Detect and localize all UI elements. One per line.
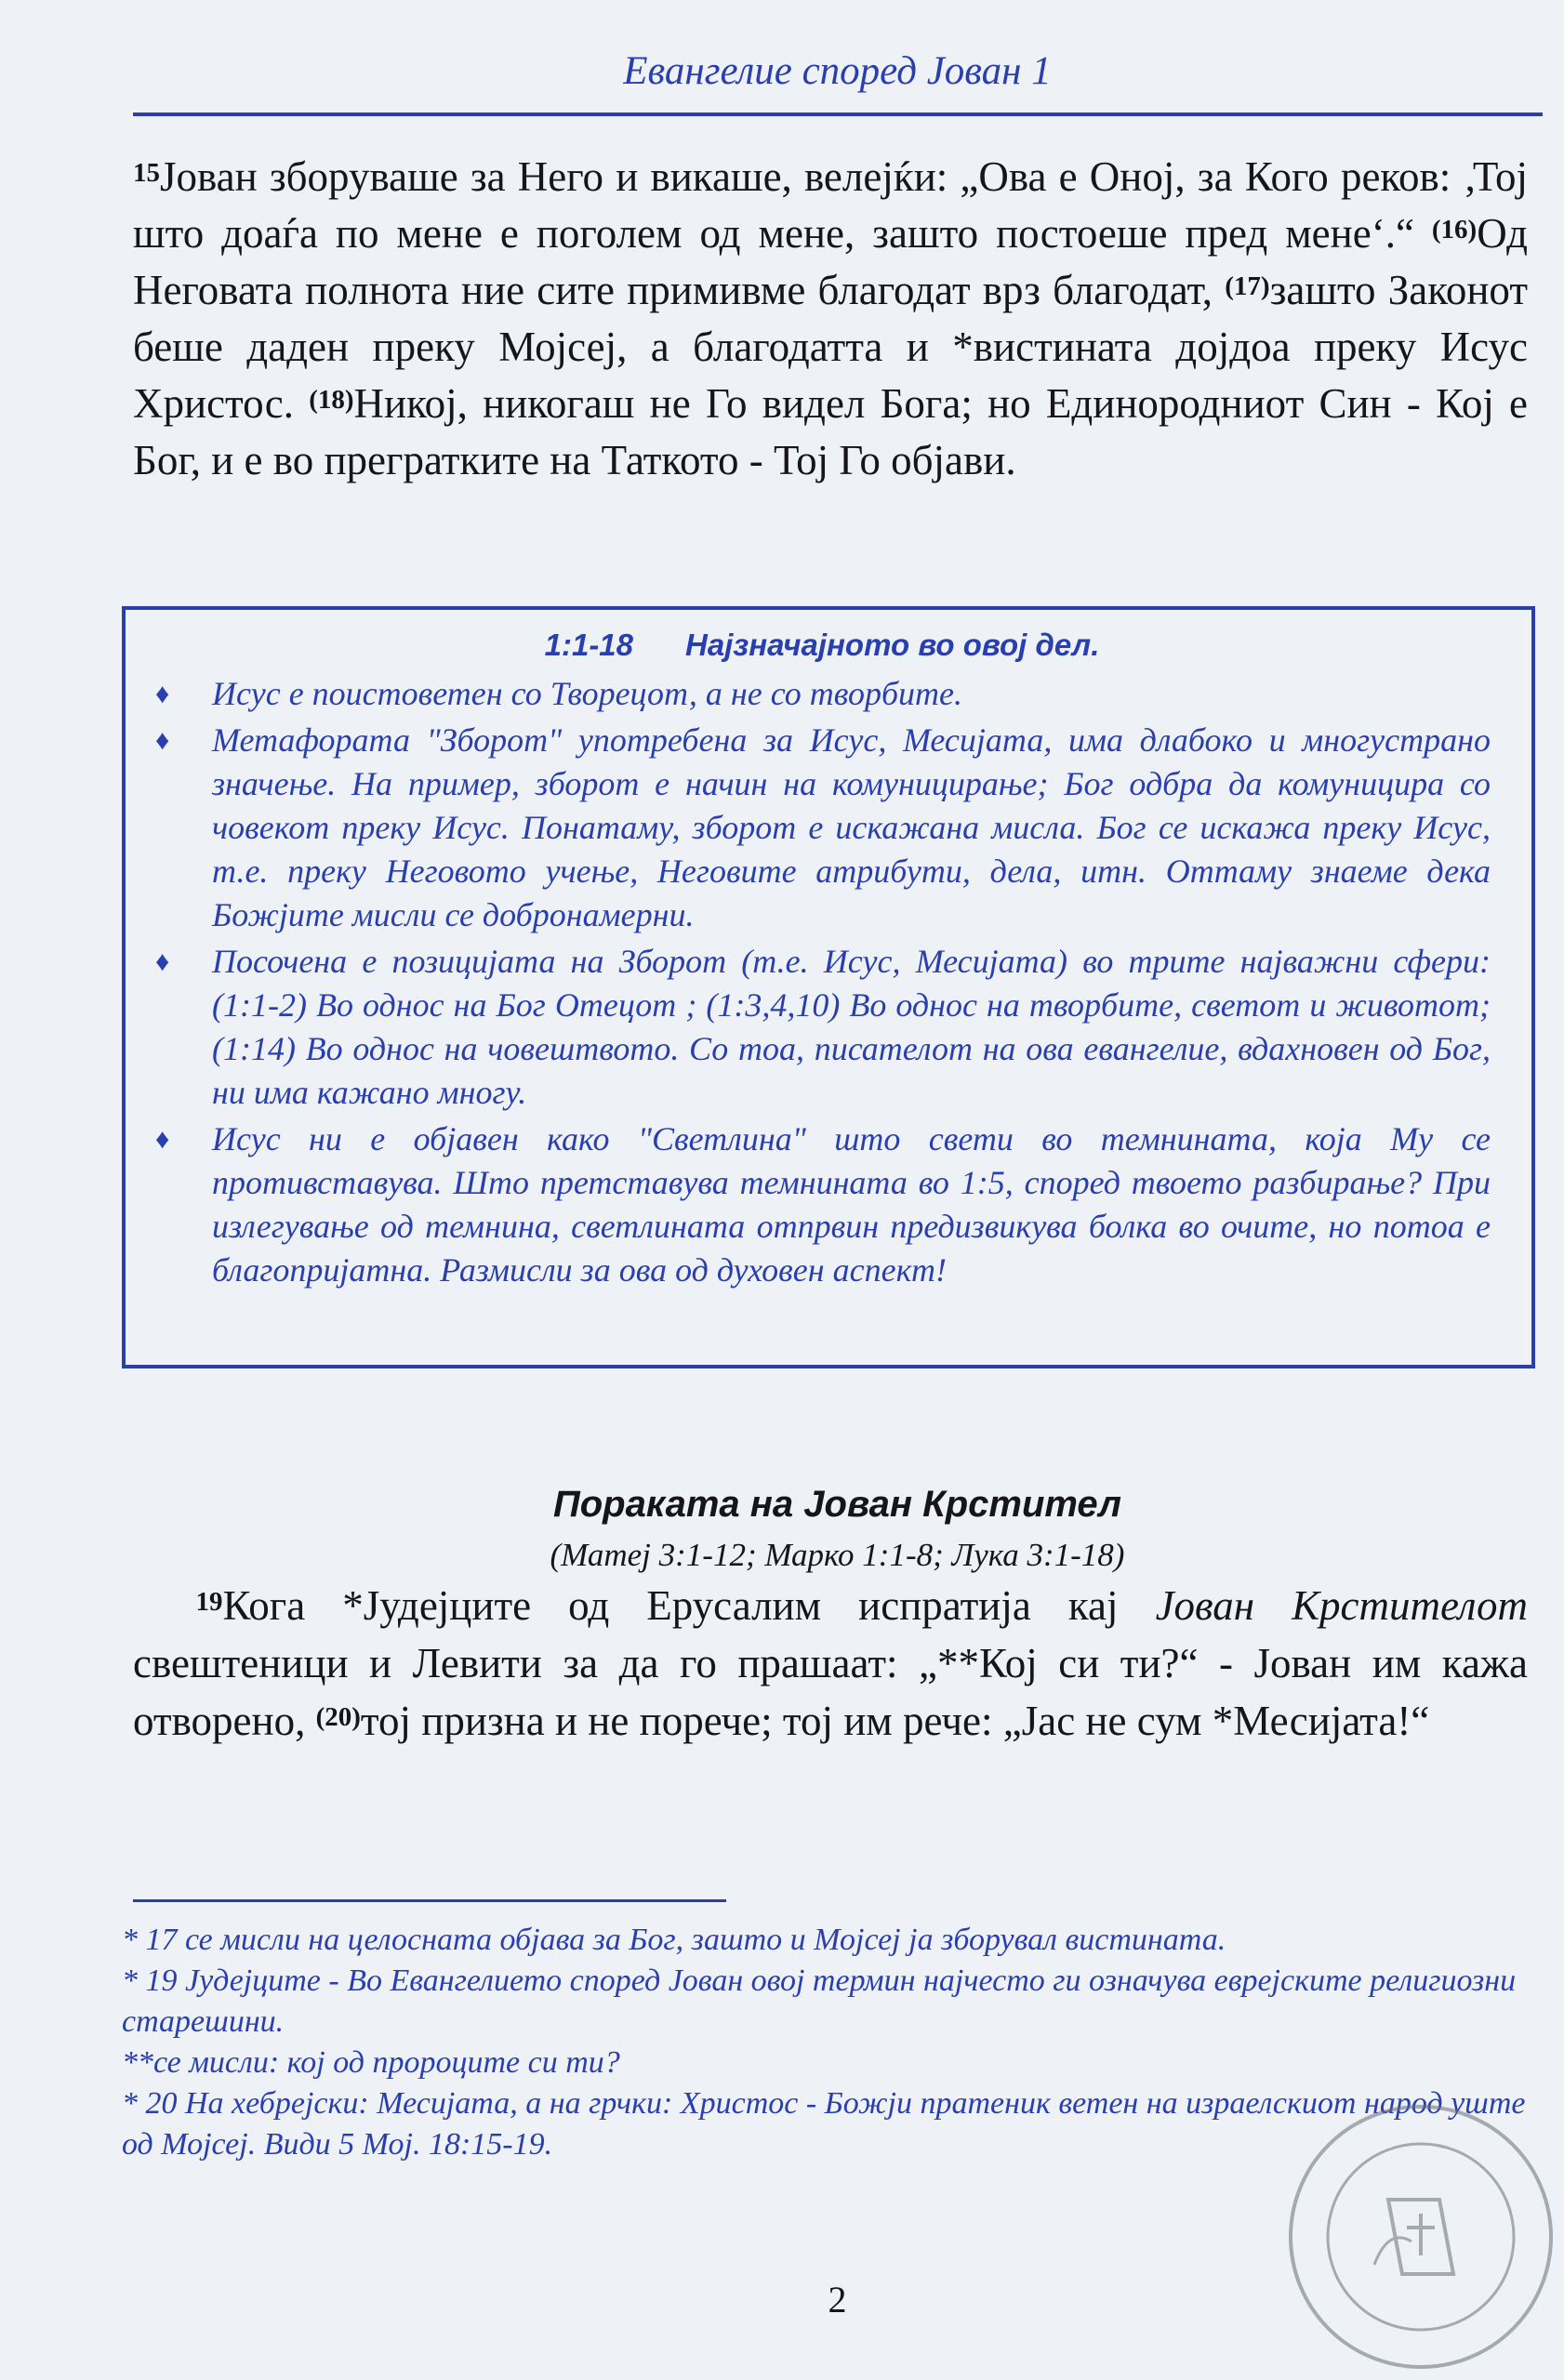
section-title: Пораката на Јован Крстител bbox=[552, 1484, 1122, 1525]
verse-number-16: (16) bbox=[1431, 215, 1478, 245]
footnote-rule bbox=[133, 1899, 726, 1902]
verse-20-text: тој призна и не порече; тој им рече: „Јас не сум *Месијата!“ bbox=[360, 1698, 1430, 1744]
commentary-item bbox=[153, 672, 1491, 716]
commentary-title: Најзначајното во овој дел. bbox=[685, 628, 1100, 662]
diamond-bullet-icon: ♦ bbox=[155, 1124, 170, 1155]
diamond-bullet-icon: ♦ bbox=[155, 946, 170, 977]
verse-19-text-a: Кога *Јудејците од Ерусалим испратија кај bbox=[222, 1582, 1156, 1629]
verse-number-18: (18) bbox=[309, 385, 354, 415]
verse-19-name: Јован Крстителот bbox=[1155, 1582, 1529, 1629]
footnote: * 19 Јудејците - Во Евангелието според Јован овој термин најчесто ги означува еврејските религиозни старешини. bbox=[122, 1964, 1517, 2039]
diamond-bullet-icon: ♦ bbox=[155, 725, 170, 756]
footnote: **се мисли: кој од пророците си ти? bbox=[122, 2045, 620, 2080]
verses-15-18 bbox=[133, 149, 1528, 489]
verse-number-19: 19 bbox=[195, 1587, 223, 1617]
verse-number-20: (20) bbox=[315, 1702, 361, 1732]
commentary-item bbox=[153, 1117, 1491, 1292]
commentary-item bbox=[153, 940, 1491, 1115]
verse-19-text-b: свештеници и Левити за да го прашаат: „**Кој си ти?“ - Јован им кажа отворено, bbox=[133, 1640, 1528, 1744]
commentary-item-text: Метафората "Зборот" употребена за Исус, Месијата, има длабоко и многустрано значење. На пример, зборот е начин на комуницирање; Бог одбра да комуницира со човекот преку Исус. Понатаму, зборот е искажана мисла. Бог се искажа преку Исус, т.е. преку Неговото учење, Неговите атрибути, дела, итн. Оттаму знаеме дека Божјите мисли се добронамерни. bbox=[212, 721, 1491, 933]
verse-18-text: Никој, никогаш не Го видел Бога; но Единородниот Син - Кој е Бог, и е во прегратките на Таткото - Тој Го објави. bbox=[133, 380, 1529, 483]
watermark-stamp-icon bbox=[1281, 2097, 1560, 2376]
verse-number-15: 15 bbox=[133, 158, 160, 188]
verse-17-text: зашто Законот беше даден преку Мојсеј, а благодатта и *вистината дојдоа преку Исус Христос. bbox=[133, 267, 1528, 427]
commentary-item-text: Посочена е позицијата на Зборот (т.е. Исус, Месијата) во трите најважни сфери: (1:1-2) Во однос на Бог Отецот ; (1:3,4,10) Во однос на творбите, светот и животот; (1:14) Во однос на човештвото. Со тоа, писателот на ова евангелие, вдахновен од Бог, ни има кажано многу. bbox=[212, 943, 1491, 1111]
verse-paragraph bbox=[133, 149, 1528, 489]
verse-16-text: Од Неговата полнота ние сите примивме благодат врз благодат, bbox=[133, 210, 1528, 313]
running-head: Евангелие според Јован 1 bbox=[623, 49, 1052, 93]
commentary-ref: 1:1-18 bbox=[544, 628, 634, 662]
diamond-bullet-icon: ♦ bbox=[155, 679, 170, 709]
commentary-item-text: Исус ни е објавен како "Светлина" што свети во темнината, која Му се противставува. Што претставува темнината во 1:5, според твоето разбирање? При излегување од темнина, светлината отпрвин предизвикува болка во очите, но потоа е благопријатна. Размисли за ова од духовен аспект! bbox=[212, 1120, 1491, 1289]
header-rule bbox=[133, 112, 1543, 116]
verse-number-17: (17) bbox=[1225, 271, 1270, 301]
verse-paragraph bbox=[133, 1577, 1528, 1750]
section-cross-references: (Матеј 3:1-12; Марко 1:1-8; Лука 3:1-18) bbox=[550, 1537, 1125, 1573]
page-number: 2 bbox=[828, 2279, 847, 2320]
commentary-heading bbox=[153, 623, 1491, 667]
commentary-item bbox=[153, 719, 1491, 937]
footnote: * 17 се мисли на целосната објава за Бог, зашто и Мојсеј ја зборувал вистината. bbox=[122, 1923, 1226, 1957]
footnote: * 20 На хебрејски: Месијата, а на грчки: Христос - Божји пратеник ветен на израелскиот народ уште од Мојсеј. Види 5 Мој. 18:15-19. bbox=[122, 2086, 1526, 2162]
commentary-box bbox=[122, 606, 1535, 1368]
commentary-item-text: Исус е поистоветен со Творецот, а не со творбите. bbox=[212, 675, 963, 712]
verses-19-20 bbox=[133, 1577, 1528, 1750]
verse-15-text: Јован зборуваше за Него и викаше, велејќи: „Ова е Оној, за Кого реков: ‚Тој што доаѓа по мене е поголем од мене, зашто постоеше пред мене‘.“ bbox=[133, 153, 1528, 257]
